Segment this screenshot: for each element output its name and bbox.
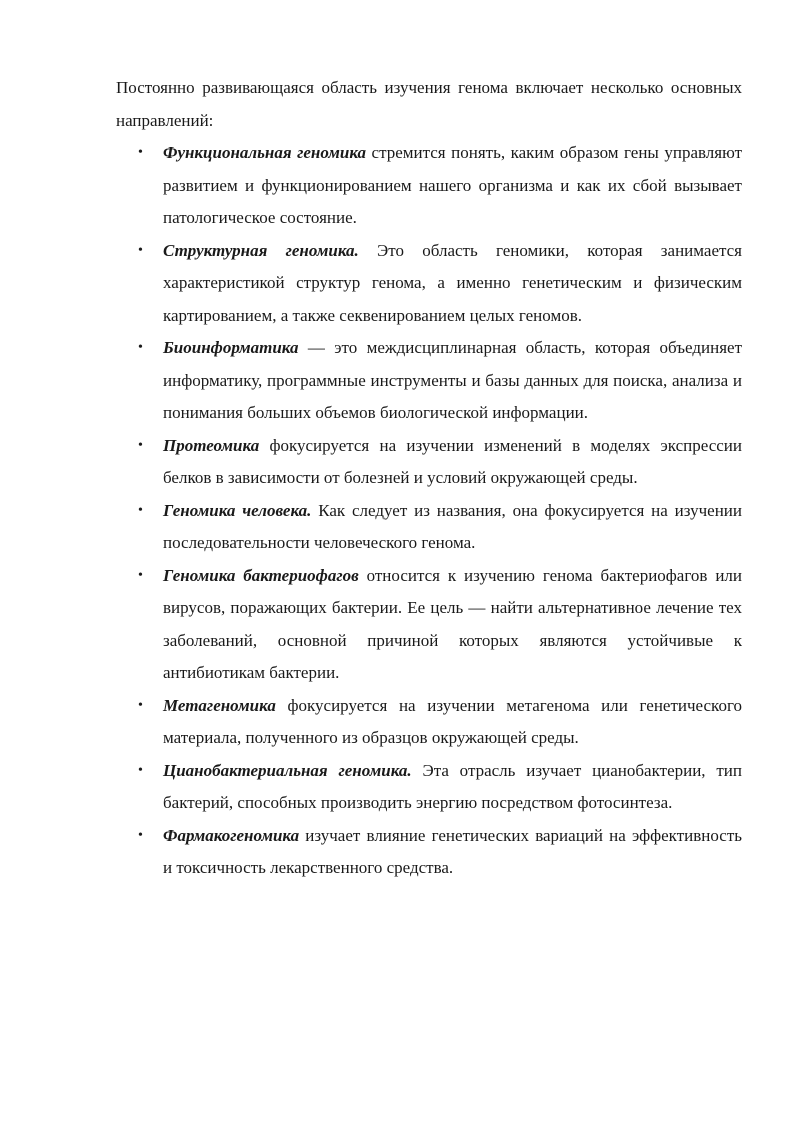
list-item-term: Фармакогеномика <box>163 825 300 845</box>
list-item <box>116 495 742 560</box>
bullet-icon: • <box>138 697 143 713</box>
list-item-text: Это область геномики, которая занимается характеристикой структур генома, а именно генетическим и физическим картированием, а также секвенированием целых геномов. <box>163 240 742 325</box>
genomics-list <box>116 137 742 885</box>
list-item-term: Метагеномика <box>163 695 276 715</box>
list-item-text: — это междисциплинарная область, которая объединяет информатику, программные инструменты и базы данных для поиска, анализа и понимания больших объемов биологической информации. <box>163 338 742 422</box>
list-item-term: Геномика человека. <box>163 500 312 520</box>
list-item <box>116 430 742 495</box>
list-item <box>116 755 742 820</box>
list-item-text: относится к изучению генома бактериофагов или вирусов, поражающих бактерии. Ее цель — найти альтернативное лечение тех заболеваний, основной причиной которых являются устойчивые к антибиотикам бактерии. <box>163 565 742 682</box>
list-item-text: Эта отрасль изучает цианобактерии, тип бактерий, способных производить энергию посредством фотосинтеза. <box>163 760 742 812</box>
list-item <box>116 820 742 885</box>
list-item-term: Цианобактериальная геномика. <box>163 760 412 780</box>
document-page <box>116 72 742 885</box>
list-item-term: Биоинформатика <box>163 338 299 357</box>
list-item-text: Как следует из названия, она фокусируется на изучении последовательности человеческого генома. <box>163 500 742 552</box>
list-item-term: Геномика бактериофагов <box>163 565 359 585</box>
list-item <box>116 690 742 755</box>
list-item-term: Структурная геномика. <box>163 240 359 260</box>
bullet-icon: • <box>138 340 143 355</box>
bullet-icon: • <box>138 145 143 160</box>
list-item-text: фокусируется на изучении метагенома или генетического материала, полученного из образцов окружающей среды. <box>163 695 742 747</box>
bullet-icon: • <box>138 502 143 518</box>
intro-paragraph: Постоянно развивающаяся область изучения генома включает несколько основных направлений: <box>116 78 742 130</box>
bullet-icon: • <box>138 827 143 843</box>
list-item <box>116 137 742 235</box>
bullet-icon: • <box>138 762 143 778</box>
list-item-text: изучает влияние генетических вариаций на эффективность и токсичность лекарственного средства. <box>163 825 742 877</box>
list-item <box>116 235 742 333</box>
list-item <box>116 332 742 430</box>
bullet-icon: • <box>138 567 143 583</box>
bullet-icon: • <box>138 242 143 258</box>
list-item-term: Протеомика <box>163 435 260 455</box>
list-item <box>116 560 742 690</box>
list-item-text: стремится понять, каким образом гены управляют развитием и функционированием нашего организма и как их сбой вызывает патологическое состояние. <box>163 143 743 227</box>
list-item-term: Функциональная геномика <box>163 143 367 162</box>
bullet-icon: • <box>138 437 143 453</box>
list-item-text: фокусируется на изучении изменений в моделях экспрессии белков в зависимости от болезней и условий окружающей среды. <box>163 435 742 487</box>
